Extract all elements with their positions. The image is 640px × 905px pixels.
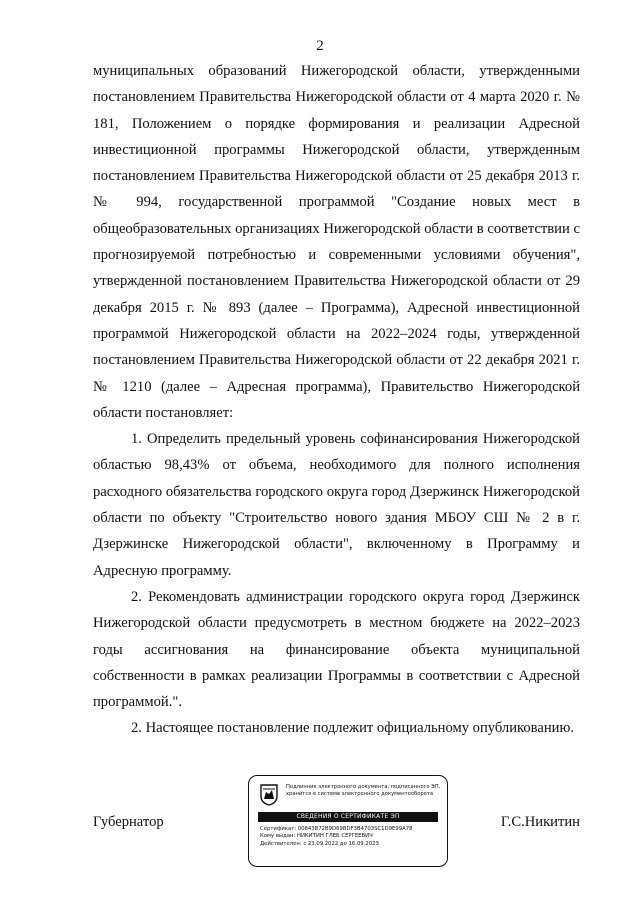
paragraph-basis: муниципальных образований Нижегородской области, утвержденными постановлением Правительства Нижегородской области от 4 марта 2020 г. № 181, Положением о порядке формирования и реализации Адресной инвестиционной программы Нижегородской области, утвержденным постановлением Правительства Нижегородской области от 25 декабря 2013 г. № 994, государственной программой "Создание новых мест в общеобразовательных организациях Нижегородской области в соответствии с прогнозируемой потребностью и современными условиями обучения", утвержденной постановлением Правительства Нижегородской области от 29 декабря 2015 г. № 893 (далее – Программа), Адресной инвестиционной программой Нижегородской области на 2022–2024 годы, утвержденной постановлением Правительства Нижегородской области от 22 декабря 2021 г. № 1210 (далее – Адресная программа), Правительство Нижегородской области постановляет:	[93, 63, 580, 421]
stamp-validity: Действителен: с 23.09.2022 до 16.09.2023	[260, 840, 379, 847]
paragraph-item-1: 1. Определить предельный уровень софинансирования Нижегородской областью 98,43% от объема, необходимого для полного исполнения расходного обязательства городского округа город Дзержинск Нижегородской области по объекту "Строительство нового здания МБОУ СШ № 2 в г. Дзержинске Нижегородской области", включенному в Программу и Адресную программу.	[93, 431, 580, 579]
paragraph-item-2: 2. Рекомендовать администрации городского округа город Дзержинск Нижегородской области предусмотреть в местном бюджете на 2022–2023 годы ассигнования на финансирование объекта муниципальной собственности в рамках реализации Программы в соответствии с Адресной программой.".	[93, 588, 580, 711]
paragraph-publication: 2. Настоящее постановление подлежит официальному опубликованию.	[131, 720, 575, 737]
signatory-title: Губернатор	[93, 814, 164, 830]
signatory-name: Г.С.Никитин	[500, 814, 580, 830]
document-body	[93, 58, 580, 742]
stamp-header: Подлинник электронного документа, подписанного ЭП, хранится в системе электронного документооборота	[286, 784, 441, 797]
stamp-details	[260, 826, 412, 848]
electronic-signature-stamp	[248, 775, 448, 867]
stamp-band: СВЕДЕНИЯ О СЕРТИФИКАТЕ ЭП	[258, 812, 438, 822]
coat-of-arms-icon	[260, 784, 278, 806]
page-number: 2	[316, 38, 324, 54]
stamp-certificate: Сертификат: 00843B72B9D69BDF3B4703SC1D9E99A78	[260, 826, 413, 832]
stamp-owner: Кому выдан: НИКИТИН ГЛЕБ СЕРГЕЕВИЧ	[260, 833, 373, 840]
